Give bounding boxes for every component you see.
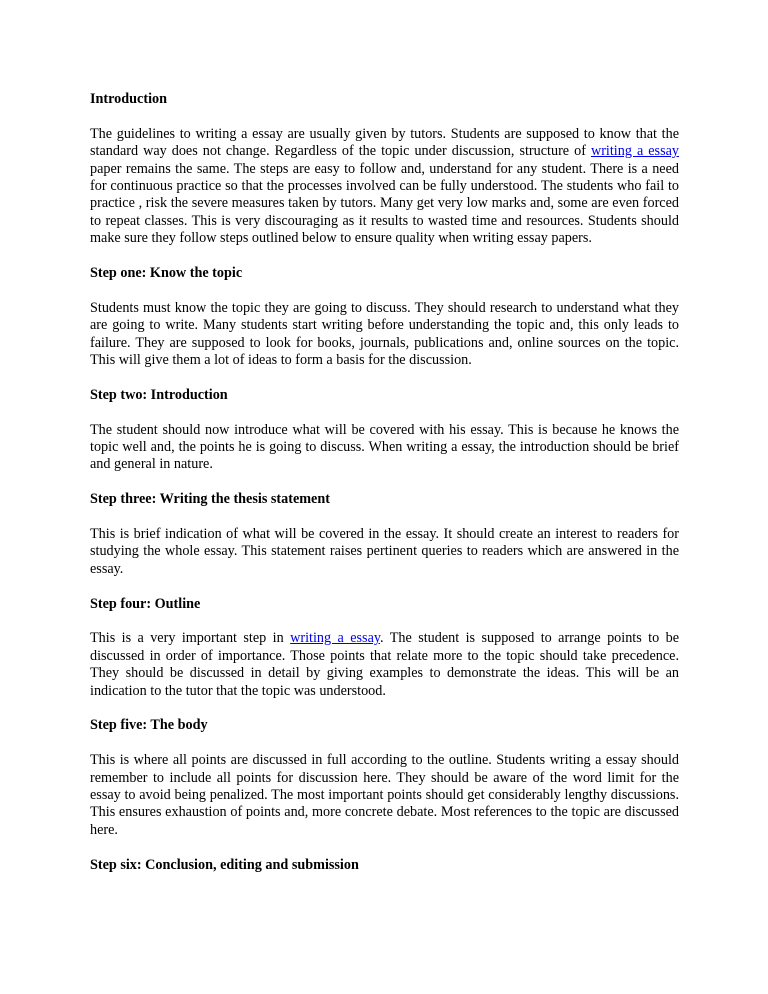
document-page — [90, 88, 679, 891]
section-heading-step-five: Step five: The body — [90, 717, 208, 734]
paragraph-text: The guidelines to writing a essay are usually given by tutors. Students are supposed to know that the standard way does not change. Regardless of the topic under discussion, structure of — [90, 125, 679, 160]
paragraph-text: paper remains the same. The steps are easy to follow and, understand for any student. There is a need for continuous practice so that the processes involved can be fully understood. The students who fail to practice , risk the severe measures taken by tutors. Many get very low marks and, some are even forced to repeat classes. This is very discouraging as it results to wasted time and resources. Students should make sure they follow steps outlined below to ensure quality when writing essay papers. — [90, 160, 679, 247]
step-three-paragraph: This is brief indication of what will be covered in the essay. It should create an interest to readers for studying the whole essay. This statement raises pertinent queries to readers which are answered in the essay. — [90, 526, 679, 577]
section-heading-step-three: Step three: Writing the thesis statement — [90, 491, 330, 508]
writing-a-essay-link[interactable]: writing a essay — [590, 143, 679, 160]
section-heading-step-four: Step four: Outline — [90, 595, 201, 612]
paragraph-text: . The student is supposed to arrange points to be discussed in order of importance. Those points that relate more to the topic should take precedence. They should be discussed in detail by giving examples to demonstrate the ideas. This will be an indication to the tutor that the topic was understood. — [90, 630, 680, 699]
paragraph-text: This is a very important step in — [90, 630, 291, 647]
section-heading-step-one: Step one: Know the topic — [90, 265, 243, 282]
section-heading-step-six: Step six: Conclusion, editing and submission — [90, 856, 359, 873]
step-four-paragraph — [90, 630, 679, 700]
step-two-paragraph: The student should now introduce what will be covered with his essay. This is because he knows the topic well and, the points he is going to discuss. When writing a essay, the introduction should be brief and general in nature. — [90, 421, 679, 473]
section-heading-step-two: Step two: Introduction — [90, 386, 228, 403]
writing-a-essay-link[interactable]: writing a essay — [290, 630, 381, 647]
step-one-paragraph: Students must know the topic they are going to discuss. They should research to understand what they are going to write. Many students start writing before understanding the topic and, this only leads to failure. They are supposed to look for books, journals, publications and, online sources on the topic. This will give them a lot of ideas to form a basis for the discussion. — [90, 299, 679, 369]
section-heading-introduction: Introduction — [90, 91, 167, 107]
step-five-paragraph: This is where all points are discussed in full according to the outline. Students writing a essay should remember to include all points for discussion here. They should be aware of the word limit for the essay to avoid being penalized. The most important points should get considerably lengthy discussions. This ensures exhaustion of points and, more concrete debate. Most references to the topic are discussed here. — [90, 752, 679, 838]
introduction-paragraph — [90, 126, 679, 248]
